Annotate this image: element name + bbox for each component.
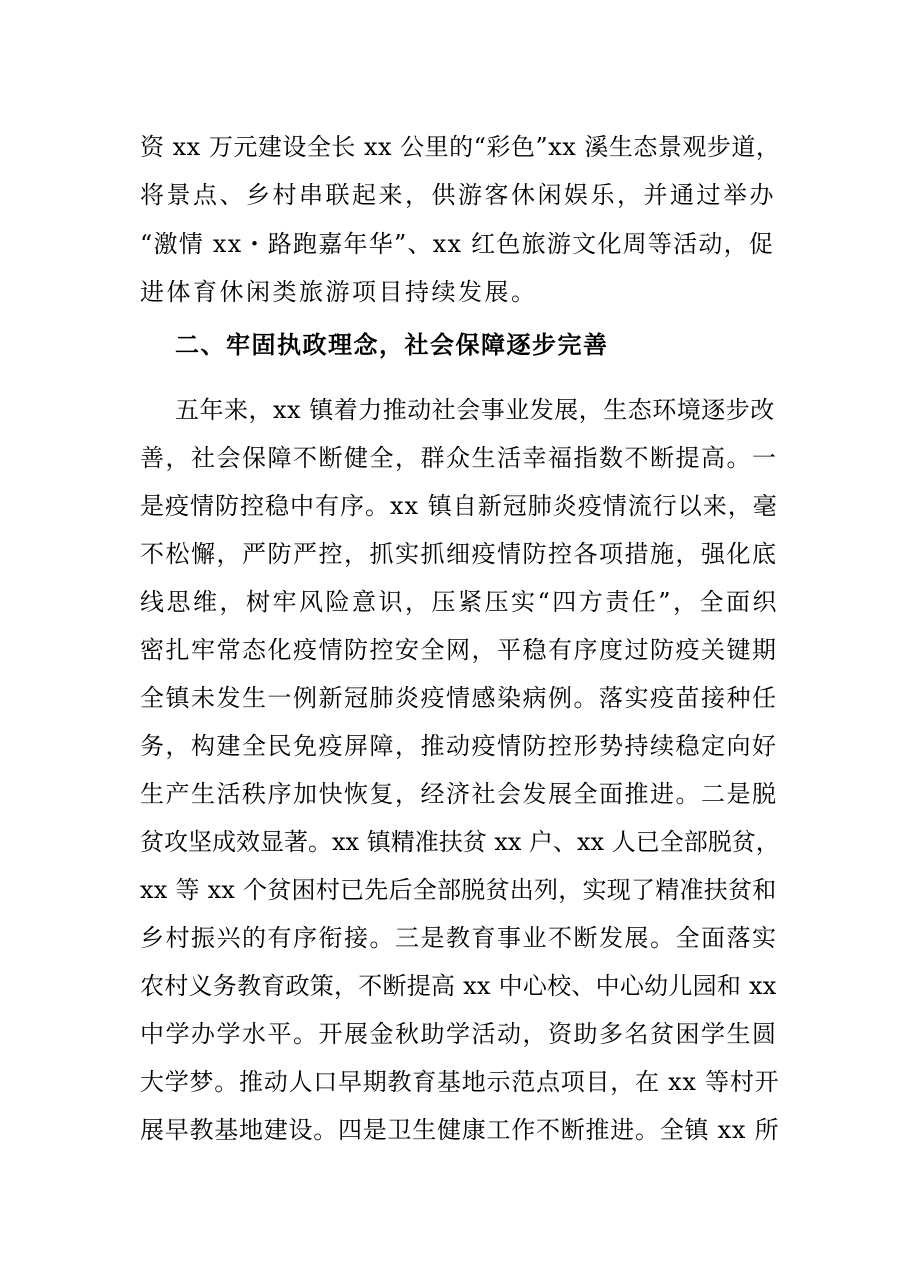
- text-line: 全镇未发生一例新冠肺炎疫情感染病例。落实疫苗接种任: [140, 684, 778, 712]
- text-line: 善，社会保障不断健全，群众生活幸福指数不断提高。一: [140, 444, 778, 472]
- text-line: 密扎牢常态化疫情防控安全网，平稳有序度过防疫关键期: [140, 636, 778, 664]
- text-line: 贫攻坚成效显著。xx 镇精准扶贫 xx 户、xx 人已全部脱贫，: [140, 828, 780, 856]
- text-line: 展早教基地建设。四是卫生健康工作不断推进。全镇 xx 所: [140, 1116, 780, 1144]
- text-line: 五年来，xx 镇着力推动社会事业发展，生态环境逐步改: [175, 396, 775, 424]
- text-line: xx 等 xx 个贫困村已先后全部脱贫出列，实现了精准扶贫和: [140, 876, 777, 904]
- text-line: 是疫情防控稳中有序。xx 镇自新冠肺炎疫情流行以来，毫: [140, 492, 778, 520]
- text-line: 大学梦。推动人口早期教育基地示范点项目，在 xx 等村开: [140, 1068, 780, 1096]
- text-line: 资 xx 万元建设全长 xx 公里的“彩色”xx 溪生态景观步道，: [140, 133, 781, 161]
- text-line: 生产生活秩序加快恢复，经济社会发展全面推进。二是脱: [140, 780, 778, 808]
- text-line: 将景点、乡村串联起来，供游客休闲娱乐，并通过举办: [140, 181, 776, 209]
- text-line: 进体育休闲类旅游项目持续发展。: [140, 278, 538, 306]
- text-line: “激情 xx・路跑嘉年华”、xx 红色旅游文化周等活动，促: [140, 230, 775, 258]
- text-line: 线思维，树牢风险意识，压紧压实“四方责任”，全面织: [140, 588, 780, 616]
- text-line: 中学办学水平。开展金秋助学活动，资助多名贫困学生圆: [140, 1020, 778, 1048]
- text-line: 农村义务教育政策，不断提高 xx 中心校、中心幼儿园和 xx: [140, 972, 777, 1000]
- text-line: 乡村振兴的有序衔接。三是教育事业不断发展。全面落实: [140, 924, 778, 952]
- section-heading: 二、牢固执政理念，社会保障逐步完善: [175, 331, 609, 359]
- text-line: 务，构建全民免疫屏障，推动疫情防控形势持续稳定向好: [140, 732, 778, 760]
- text-line: 不松懈，严防严控，抓实抓细疫情防控各项措施，强化底: [140, 540, 778, 568]
